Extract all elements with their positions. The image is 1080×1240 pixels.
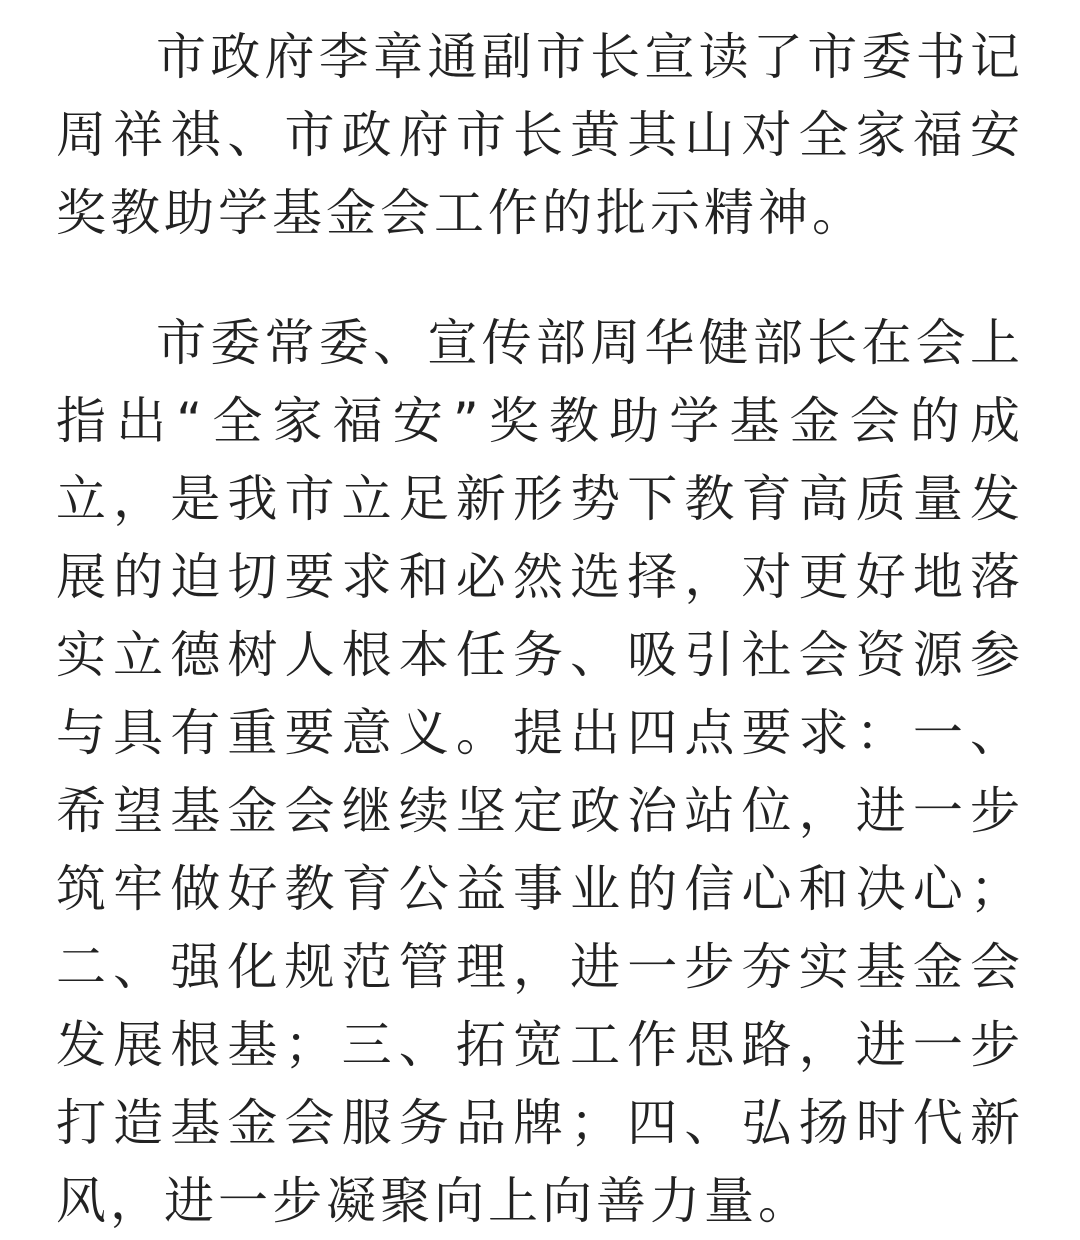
paragraph-minister-remarks: 市委常委、宣传部周华健部长在会上指出“全家福安”奖教助学基金会的成立，是我市立足新形势下教育高质量发展的迫切要求和必然选择，对更好地落实立德树人根本任务、吸引社会资源参与具有重要意义。提出四点要求：一、希望基金会继续坚定政治站位，进一步筑牢做好教育公益事业的信心和决心；二、强化规范管理，进一步夯实基金会发展根基；三、拓宽工作思路，进一步打造基金会服务品牌；四、弘扬时代新风，进一步凝聚向上向善力量。	[56, 314, 1024, 1230]
article-body	[56, 18, 1024, 1240]
paragraph-speech-instructions: 市政府李章通副市长宣读了市委书记周祥祺、市政府市长黄其山对全家福安奖教助学基金会工作的批示精神。	[56, 28, 1024, 242]
